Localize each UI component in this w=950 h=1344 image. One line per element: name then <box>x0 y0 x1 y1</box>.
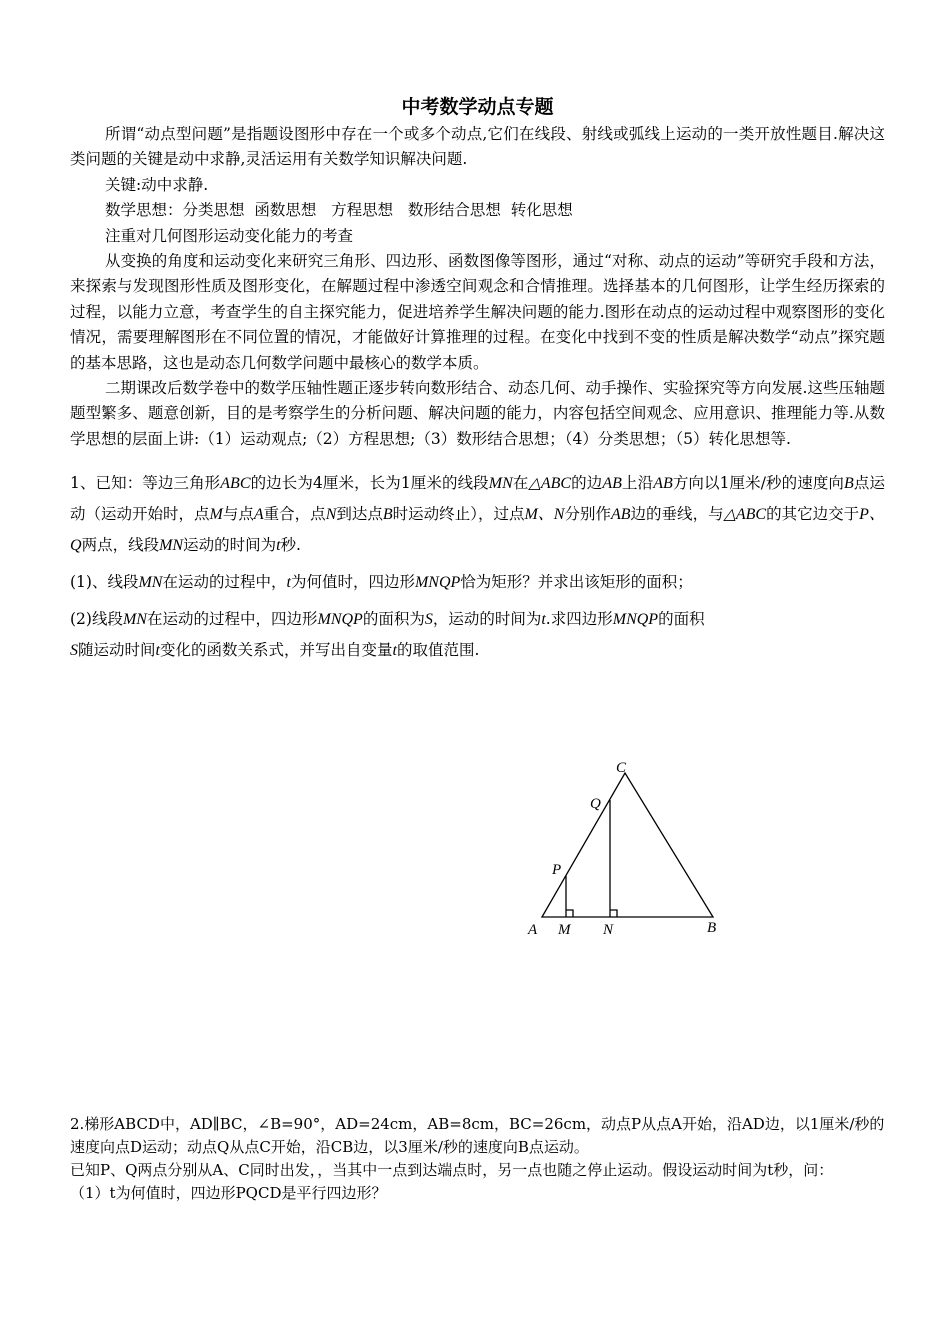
problem1-question-2: (2)线段MN在运动的过程中，四边形MNQP的面积为S，运动的时间为t.求四边形MNQP的面积 S随运动时间t变化的函数关系式，并写出自变量t的取值范围. <box>70 610 705 660</box>
intro-paragraph-2: 关键:动中求静. <box>105 175 209 194</box>
problem1-statement: 1、已知：等边三角形ABC的边长为4厘米，长为1厘米的线段MN在△ABC的边AB上沿AB方向以1厘米/秒的速度向B点运动（运动开始时，点M与点A重合，点N到达点B时运动终止），过点M、N分别作AB边的垂线，与△ABC的其它边交于P、Q两点，线段MN运动的时间为t秒. <box>70 474 885 555</box>
problem2 <box>70 1113 885 1205</box>
right-angle-m <box>566 910 573 917</box>
problem2-line-3: （1）t为何值时，四边形PQCD是平行四边形？ <box>70 1184 387 1202</box>
problem1-question-1: (1)、线段MN在运动的过程中，t为何值时，四边形MNQP恰为矩形？并求出该矩形的面积； <box>70 573 693 592</box>
intro-paragraph-6: 二期课改后数学卷中的数学压轴性题正逐步转向数形结合、动态几何、动手操作、实验探究等方向发展.这些压轴题题型繁多、题意创新，目的是考察学生的分析问题、解决问题的能力，内容包括空间观念、应用意识、推理能力等.从数学思想的层面上讲:（1）运动观点;（2）方程思想;（3）数形结合思想；（4）分类思想；（5）转化思想等. <box>70 379 885 448</box>
right-angle-n <box>610 910 617 917</box>
intro-paragraph-1: 所谓“动点型问题”是指题设图形中存在一个或多个动点,它们在线段、射线或弧线上运动的一类开放性题目.解决这类问题的关键是动中求静,灵活运用有关数学知识解决问题. <box>70 125 885 169</box>
intro-paragraph-5: 从变换的角度和运动变化来研究三角形、四边形、函数图像等图形，通过“对称、动点的运动”等研究手段和方法，来探索与发现图形性质及图形变化，在解题过程中渗透空间观念和合情推理。选择基本的几何图形，让学生经历探索的过程，以能力立意，考查学生的自主探究能力，促进培养学生解决问题的能力.图形在动点的运动过程中观察图形的变化情况，需要理解图形在不同位置的情况，才能做好计算推理的过程。在变化中找到不变的性质是解决数学“动点”探究题的基本思路，这也是动态几何数学问题中最核心的数学本质。 <box>70 252 885 372</box>
document-page <box>70 92 885 666</box>
label-c: C <box>616 760 627 776</box>
label-a: A <box>528 922 538 938</box>
problem2-line-2: 已知P、Q两点分别从A、C同时出发，，当其中一点到达端点时，另一点也随之停止运动。假设运动时间为t秒，问： <box>70 1161 834 1179</box>
intro-paragraph-3: 数学思想：分类思想 函数思想 方程思想 数形结合思想 转化思想 <box>105 201 573 220</box>
label-p: P <box>552 862 562 878</box>
triangle-figure <box>520 752 750 942</box>
label-b: B <box>707 920 717 936</box>
intro-paragraph-4: 注重对几何图形运动变化能力的考查 <box>105 226 354 245</box>
label-m: M <box>558 922 571 938</box>
problem2-line-1: 2.梯形ABCD中，AD∥BC，∠B=90°，AD=24cm，AB=8cm，BC=26cm，动点P从点A开始，沿AD边，以1厘米/秒的速度向点D运动；动点Q从点C开始，沿CB边，以3厘米/秒的速度向B点运动。 <box>70 1115 885 1156</box>
label-n: N <box>603 922 614 938</box>
page-title: 中考数学动点专题 <box>401 96 554 118</box>
triangle-abc <box>542 773 713 917</box>
label-q: Q <box>590 796 601 812</box>
